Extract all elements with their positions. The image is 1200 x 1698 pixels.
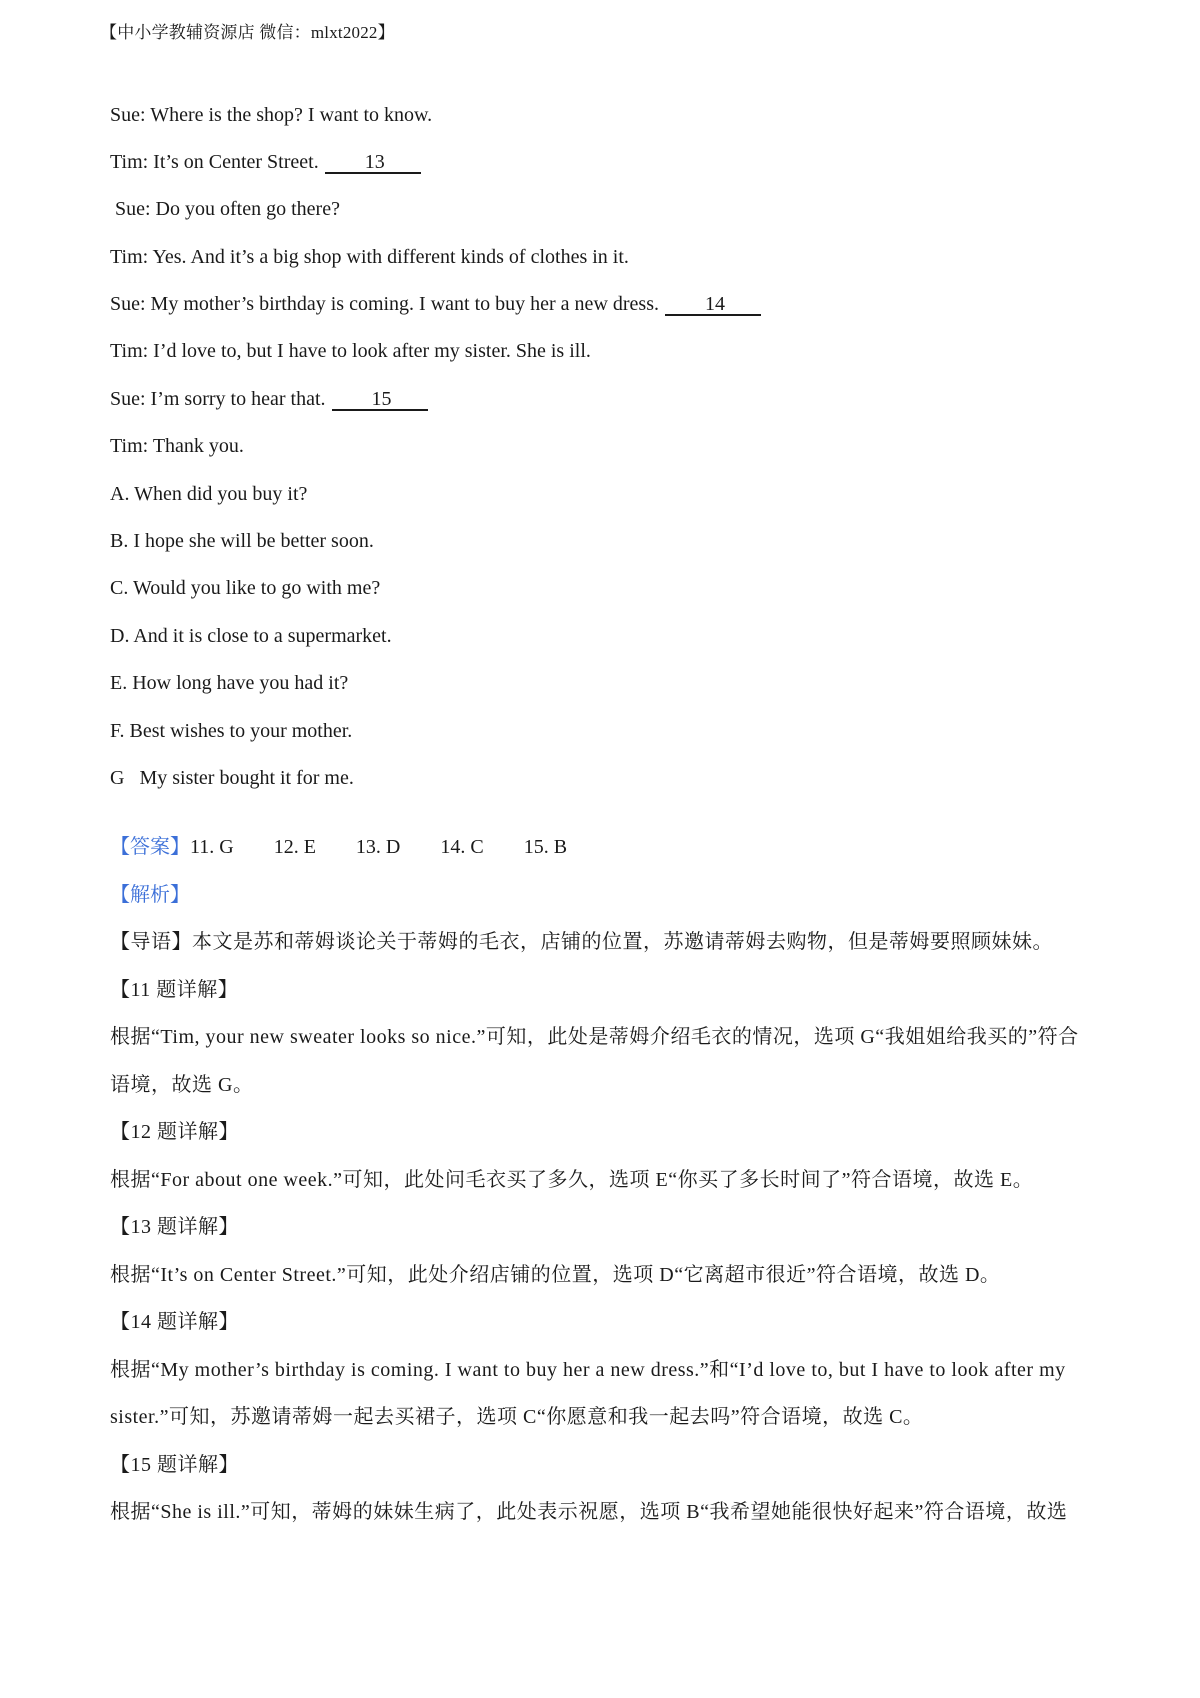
dialogue-line: Tim: Thank you. — [110, 435, 244, 457]
q14-title: 【14 题详解】 — [110, 1311, 239, 1333]
header-watermark: 【中小学教辅资源店 微信：mlxt2022】 — [100, 23, 395, 42]
q11-title: 【11 题详解】 — [110, 979, 239, 1001]
option-b: B. I hope she will be better soon. — [110, 530, 374, 552]
q14-detail: 根据“My mother’s birthday is coming. I want to buy her a new dress.”和“I’d love to, but I have to look after my — [110, 1359, 1066, 1381]
q13-title: 【13 题详解】 — [110, 1216, 239, 1238]
dialogue-line: Sue: Where is the shop? I want to know. — [110, 104, 433, 126]
option-g: G My sister bought it for me. — [110, 767, 354, 789]
answer-blank: 13 — [325, 152, 421, 174]
q11-detail: 语境，故选 G。 — [110, 1074, 254, 1096]
option-e: E. How long have you had it? — [110, 672, 349, 694]
answer-label: 【答案】 — [110, 836, 190, 858]
option-c: C. Would you like to go with me? — [110, 577, 381, 599]
dialogue-line: Sue: Do you often go there? — [110, 198, 340, 220]
q15-title: 【15 题详解】 — [110, 1454, 239, 1476]
analysis-label: 【解析】 — [110, 884, 190, 906]
dialogue-line: Tim: I’d love to, but I have to look after my sister. She is ill. — [110, 340, 591, 362]
answer-item: 13. D — [355, 836, 401, 858]
answer-blank: 15 — [332, 389, 428, 411]
answer-row — [110, 830, 607, 859]
answer-blank: 14 — [665, 294, 761, 316]
answer-item: 11. G — [190, 836, 234, 858]
q14-detail: sister.”可知，苏邀请蒂姆一起去买裙子，选项 C“你愿意和我一起去吗”符合语境，故选 C。 — [110, 1406, 924, 1428]
option-d: D. And it is close to a supermarket. — [110, 625, 392, 647]
q15-detail: 根据“She is ill.”可知，蒂姆的妹妹生病了，此处表示祝愿，选项 B“我希望她能很快好起来”符合语境，故选 — [110, 1501, 1068, 1523]
q11-detail: 根据“Tim, your new sweater looks so nice.”可知，此处是蒂姆介绍毛衣的情况，选项 G“我姐姐给我买的”符合 — [110, 1026, 1079, 1048]
dialogue-line: Tim: It’s on Center Street. 13 — [110, 151, 421, 174]
option-a: A. When did you buy it? — [110, 483, 308, 505]
q13-detail: 根据“It’s on Center Street.”可知，此处介绍店铺的位置，选项 D“它离超市很近”符合语境，故选 D。 — [110, 1264, 1001, 1286]
answer-item: 15. B — [523, 836, 568, 858]
answer-item: 12. E — [273, 836, 316, 858]
q12-title: 【12 题详解】 — [110, 1121, 239, 1143]
intro-paragraph: 【导语】本文是苏和蒂姆谈论关于蒂姆的毛衣，店铺的位置，苏邀请蒂姆去购物，但是蒂姆要照顾妹妹。 — [110, 931, 1053, 953]
dialogue-line: Tim: Yes. And it’s a big shop with different kinds of clothes in it. — [110, 246, 629, 268]
q12-detail: 根据“For about one week.”可知，此处问毛衣买了多久，选项 E“你买了多长时间了”符合语境，故选 E。 — [110, 1169, 1034, 1191]
dialogue-line: Sue: My mother’s birthday is coming. I want to buy her a new dress. 14 — [110, 293, 761, 316]
option-f: F. Best wishes to your mother. — [110, 720, 353, 742]
dialogue-line: Sue: I’m sorry to hear that. 15 — [110, 388, 428, 411]
answer-item: 14. C — [440, 836, 484, 858]
